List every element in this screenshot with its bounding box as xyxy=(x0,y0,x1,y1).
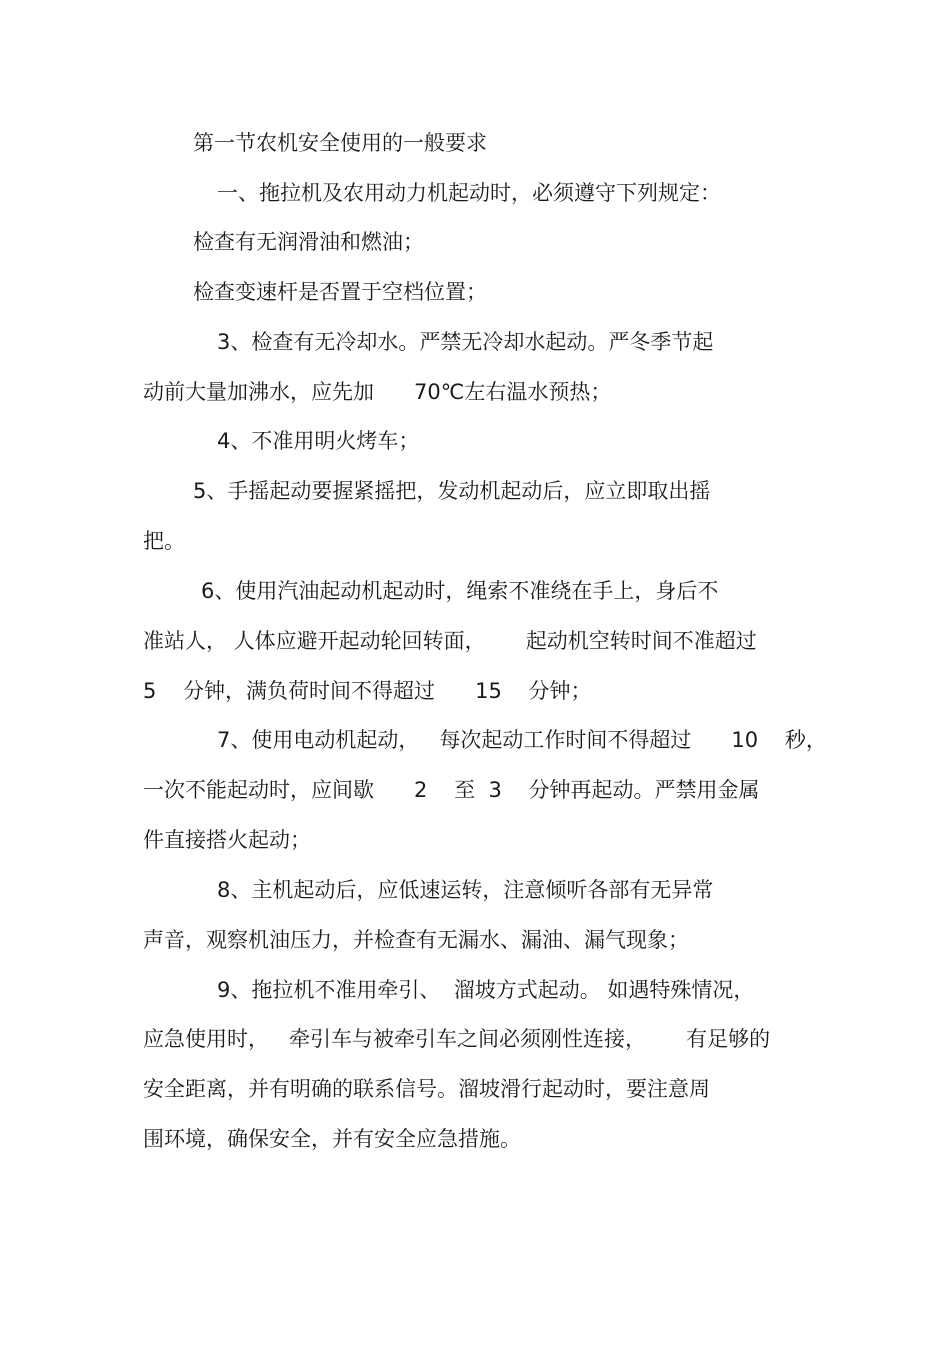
paragraph-line: 7、使用电动机起动， 每次起动工作时间不得超过 10 秒， xyxy=(217,728,827,752)
paragraph-line: 4、不准用明火烤车； xyxy=(217,429,420,453)
paragraph-line: 安全距离，并有明确的联系信号。溜坡滑行起动时，要注意周 xyxy=(143,1077,710,1101)
paragraph-line: 检查有无润滑油和燃油； xyxy=(193,230,424,254)
paragraph-line: 件直接搭火起动； xyxy=(143,828,311,852)
paragraph-line: 围环境，确保安全，并有安全应急措施。 xyxy=(143,1127,521,1151)
paragraph-line: 9、拖拉机不准用牵引、 溜坡方式起动。 如遇特殊情况， xyxy=(217,978,755,1002)
paragraph-line: 6、使用汽油起动机起动时，绳索不准绕在手上，身后不 xyxy=(201,579,719,603)
paragraph-line: 一、拖拉机及农用动力机起动时，必须遵守下列规定： xyxy=(217,181,721,205)
paragraph-line: 8、主机起动后，应低速运转，注意倾听各部有无异常 xyxy=(217,878,714,902)
paragraph-line: 5 分钟，满负荷时间不得超过 15 分钟； xyxy=(143,679,592,703)
paragraph-line: 应急使用时， 牵引车与被牵引车之间必须刚性连接， 有足够的 xyxy=(143,1027,771,1051)
section-title: 第一节农机安全使用的一般要求 xyxy=(193,131,487,155)
paragraph-line: 把。 xyxy=(143,529,185,553)
paragraph-line: 3、检查有无冷却水。严禁无冷却水起动。严冬季节起 xyxy=(217,330,714,354)
paragraph-line: 5、手摇起动要握紧摇把，发动机起动后，应立即取出摇 xyxy=(193,479,711,503)
paragraph-line: 准站人， 人体应避开起动轮回转面， 起动机空转时间不准超过 xyxy=(143,629,757,653)
paragraph-line: 检查变速杆是否置于空档位置； xyxy=(193,280,487,304)
paragraph-line: 动前大量加沸水，应先加 70℃左右温水预热； xyxy=(143,380,612,404)
paragraph-line: 一次不能起动时，应间歇 2 至 3 分钟再起动。严禁用金属 xyxy=(143,778,760,802)
paragraph-line: 声音，观察机油压力，并检查有无漏水、漏油、漏气现象； xyxy=(143,928,689,952)
